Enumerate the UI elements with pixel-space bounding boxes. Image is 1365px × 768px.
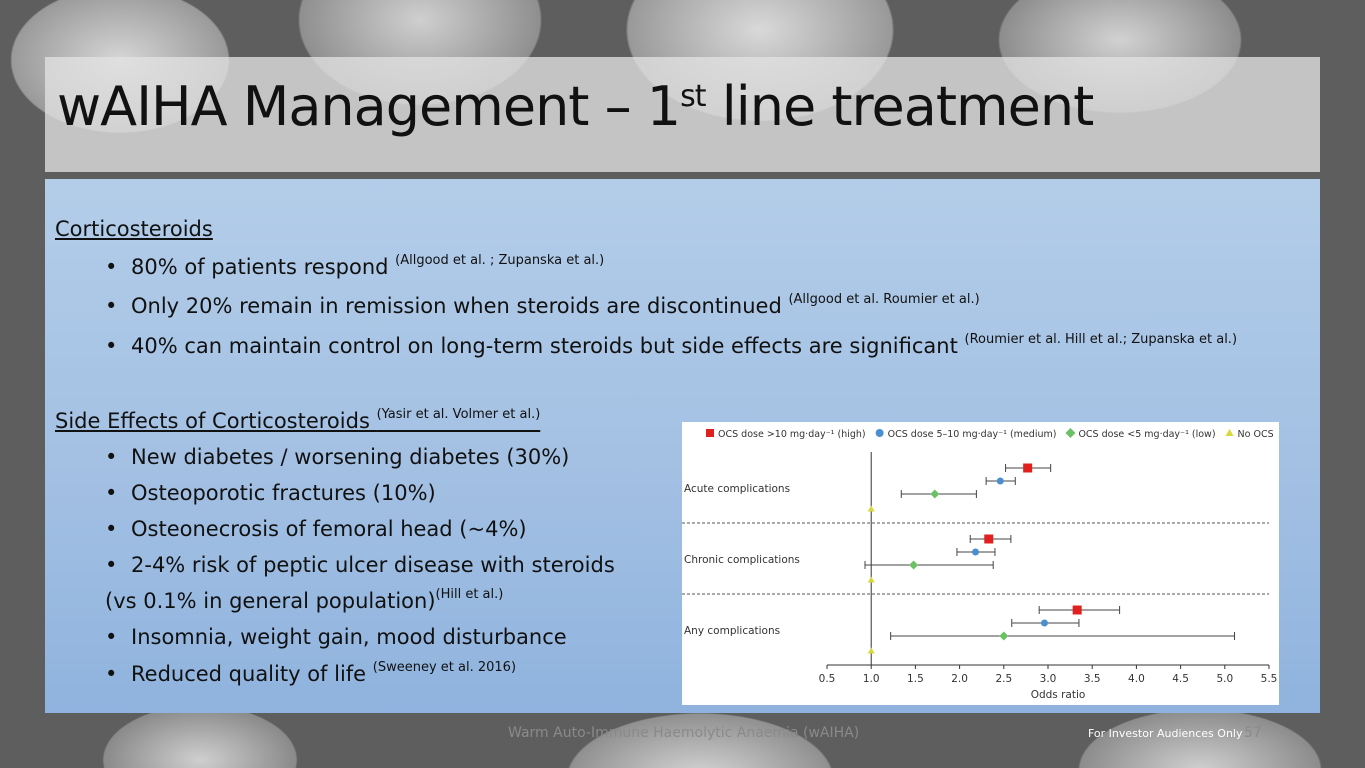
data-point bbox=[1041, 620, 1048, 627]
forest-plot bbox=[682, 422, 1279, 705]
data-point bbox=[1023, 464, 1032, 473]
x-tick-label: 4.5 bbox=[1172, 673, 1189, 685]
x-tick-label: 2.0 bbox=[951, 673, 968, 685]
category-label: Chronic complications bbox=[684, 554, 800, 566]
data-point bbox=[999, 632, 1008, 641]
legend-marker bbox=[876, 429, 884, 437]
bullet-item: • Only 20% remain in remission when steroids are discontinued $^{(Allgood et al. Roumier et al.)}$ bbox=[105, 292, 980, 318]
legend-marker bbox=[706, 429, 714, 437]
bullet-item: • Reduced quality of life $^{(Sweeney et al. 2016)}$ bbox=[105, 660, 517, 686]
data-point bbox=[1073, 606, 1082, 615]
bullet-item: • New diabetes / worsening diabetes (30%) bbox=[105, 445, 570, 469]
footer-title: Warm Auto-Immune Haemolytic Anaemia (wAIHA) bbox=[508, 725, 860, 741]
category-label: Acute complications bbox=[684, 483, 791, 495]
forest-plot-svg bbox=[682, 422, 1279, 705]
bullet-item: • Osteoporotic fractures (10%) bbox=[105, 481, 436, 505]
citation: (Allgood et al. ; Zupanska et al.) bbox=[395, 253, 605, 268]
content-panel bbox=[45, 179, 1320, 713]
legend-marker bbox=[1226, 429, 1234, 436]
bullet-item: • Insomnia, weight gain, mood disturbance bbox=[105, 625, 567, 649]
x-tick-label: 5.5 bbox=[1260, 673, 1278, 685]
section-heading-corticosteroids: Corticosteroids bbox=[55, 217, 213, 241]
x-tick-label: 3.5 bbox=[1083, 673, 1101, 685]
x-tick-label: 4.0 bbox=[1128, 673, 1145, 685]
bullet-item: • 2-4% risk of peptic ulcer disease with steroids bbox=[105, 553, 615, 577]
citation: (Sweeney et al. 2016) bbox=[372, 660, 517, 675]
x-tick-label: 2.5 bbox=[995, 673, 1013, 685]
x-axis-label: Odds ratio bbox=[1030, 689, 1086, 701]
x-tick-label: 3.0 bbox=[1039, 673, 1057, 685]
page-number: 57 bbox=[1244, 725, 1262, 741]
x-tick-label: 1.5 bbox=[907, 673, 924, 685]
legend-label: OCS dose >10 mg·day⁻¹ (high) bbox=[718, 429, 866, 440]
data-point bbox=[984, 535, 993, 544]
data-point bbox=[909, 561, 918, 570]
data-point bbox=[997, 478, 1004, 485]
bullet-item: • 80% of patients respond $^{(Allgood et al. ; Zupanska et al.)}$ bbox=[105, 253, 605, 279]
data-point bbox=[868, 577, 875, 583]
section-heading-side-effects: Side Effects of Corticosteroids $^{(Yasir et al. Volmer et al.)}$ bbox=[55, 407, 541, 433]
data-point bbox=[930, 490, 939, 499]
x-tick-label: 5.0 bbox=[1216, 673, 1234, 685]
bullet-item: • Osteonecrosis of femoral head (~4%) bbox=[105, 517, 527, 541]
x-tick-label: 1.0 bbox=[862, 673, 880, 685]
data-point bbox=[868, 506, 875, 512]
citation: (Yasir et al. Volmer et al.) bbox=[376, 407, 541, 422]
citation: (Allgood et al. Roumier et al.) bbox=[788, 292, 980, 307]
citation: (Roumier et al. Hill et al.; Zupanska et al.) bbox=[964, 332, 1238, 347]
x-tick-label: 0.5 bbox=[818, 673, 836, 685]
data-point bbox=[972, 549, 979, 556]
bullet-item: • 40% can maintain control on long-term steroids but side effects are significant $^{(Roumier et al. Hill et al.; Zupanska et al.)}$ bbox=[105, 332, 1238, 358]
title-superscript: st bbox=[680, 79, 706, 114]
legend-label: OCS dose <5 mg·day⁻¹ (low) bbox=[1078, 429, 1216, 440]
legend-label: No OCS bbox=[1237, 429, 1274, 440]
slide-title: wAIHA Management – 1st line treatment bbox=[57, 75, 1094, 138]
legend-label: OCS dose 5–10 mg·day⁻¹ (medium) bbox=[887, 429, 1057, 440]
footer-disclaimer: For Investor Audiences Only bbox=[1088, 727, 1243, 740]
title-band bbox=[45, 57, 1320, 172]
data-point bbox=[868, 648, 875, 654]
category-label: Any complications bbox=[684, 625, 781, 637]
bullet-continuation: (vs 0.1% in general population)$^{(Hill et al.)}$ bbox=[105, 587, 504, 613]
legend-marker bbox=[1065, 428, 1075, 438]
citation: (Hill et al.) bbox=[435, 587, 504, 602]
